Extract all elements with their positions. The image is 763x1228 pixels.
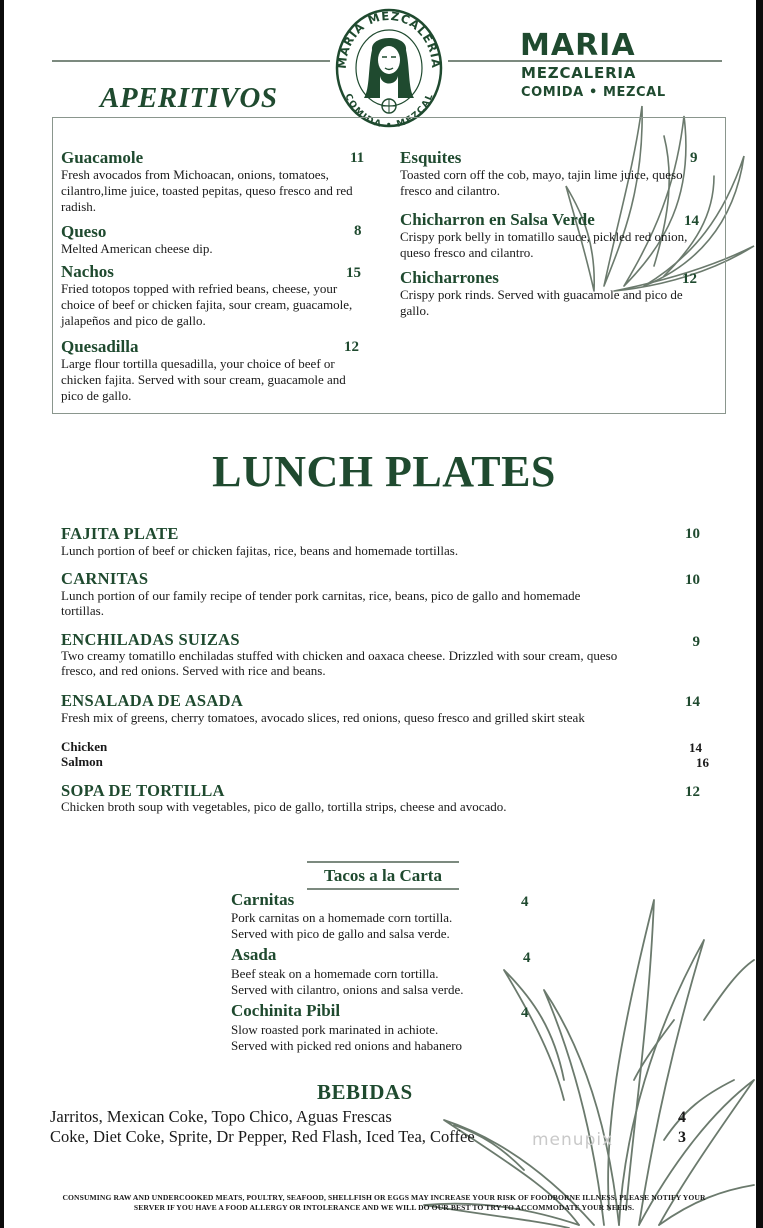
taco-desc-line: Beef steak on a homemade corn tortilla. [231,966,439,981]
aperitivo-name: Chicharron en Salsa Verde [400,210,595,229]
lunch-option-name: Salmon [61,754,103,769]
taco-price: 4 [521,1005,529,1021]
aperitivo-price: 12 [344,339,359,355]
aperitivo-name: Esquites [400,148,462,167]
aperitivo-name: Queso [61,222,107,241]
lunch-item-name: FAJITA PLATE [61,524,179,543]
taco-desc-line: Pork carnitas on a homemade corn tortilla. [231,910,453,925]
aperitivo-desc: Fresh avocados from Michoacan, onions, tomatoes, cilantro,lime juice, toasted pepitas, queso fresco and red radish. [61,167,353,214]
menu-page [4,0,756,1228]
aperitivo-desc: Fried totopos topped with refried beans, cheese, your choice of beef or chicken fajita, sour cream, guacamole, jalapeños and pico de gallo. [61,281,353,328]
aperitivo-price: 11 [350,150,365,166]
aperitivos-title: APERITIVOS [100,82,278,114]
aperitivo-name: Quesadilla [61,337,139,356]
brand-name: MARIA [520,28,636,63]
lunch-item-desc: Fresh mix of greens, cherry tomatoes, avocado slices, red onions, queso fresco and grilled skirt steak [61,710,585,725]
lunch-item-price: 10 [685,526,700,542]
brand-tagline: COMIDA • MEZCAL [521,85,666,100]
bebidas-title: BEBIDAS [317,1080,413,1104]
lunch-item-desc: Two creamy tomatillo enchiladas stuffed with chicken and oaxaca cheese. Drizzled with sour cream, queso fresco, and red onions. Served with rice and beans. [61,648,618,678]
aperitivo-name: Chicharrones [400,268,499,287]
bebida-price: 4 [678,1109,686,1126]
taco-name: Asada [231,945,277,964]
taco-desc-line: Served with cilantro, onions and salsa verde. [231,982,464,997]
aperitivo-price: 9 [690,150,698,166]
aperitivo-price: 15 [346,265,361,281]
aperitivo-desc: Crispy pork rinds. Served with guacamole and pico de gallo. [400,287,683,318]
lunch-item-price: 9 [692,634,700,650]
lunch-item-name: ENCHILADAS SUIZAS [61,630,240,649]
food-safety-disclaimer [34,1193,734,1213]
aperitivo-desc: Crispy pork belly in tomatillo sauce, pickled red onion, queso fresco and cilantro. [400,229,688,260]
lunch-item-price: 10 [685,572,700,588]
bebida-price: 3 [678,1129,686,1146]
aperitivo-desc: Large flour tortilla quesadilla, your choice of beef or chicken fajita. Served with sour cream, guacamole and pico de gallo. [61,356,346,403]
taco-price: 4 [521,894,529,910]
tacos-title: Tacos a la Carta [307,861,459,890]
lunch-option-price: 14 [689,740,702,755]
bebida-line: Jarritos, Mexican Coke, Topo Chico, Aguas Frescas [50,1107,392,1126]
lunch-option-price: 16 [696,755,709,770]
lunch-item-name: ENSALADA DE ASADA [61,691,244,710]
aperitivo-desc: Toasted corn off the cob, mayo, tajin lime juice, queso fresco and cilantro. [400,167,683,198]
header-rule-left [52,60,330,62]
bebida-line: Coke, Diet Coke, Sprite, Dr Pepper, Red Flash, Iced Tea, Coffee [50,1127,475,1146]
brand-subtitle: MEZCALERIA [521,64,637,82]
taco-desc-line: Served with pico de gallo and salsa verde. [231,926,450,941]
agave-bottom-illustration [404,880,756,1228]
aperitivo-price: 12 [682,271,697,287]
taco-price: 4 [523,950,531,966]
lunch-item-desc: Chicken broth soup with vegetables, pico de gallo, tortilla strips, cheese and avocado. [61,799,507,814]
disclaimer-line: SERVER IF YOU HAVE A FOOD ALLERGY OR INTOLERANCE AND WE WILL DO OUR BEST TO TRY TO ACCOMMODATE YOUR NEEDS. [133,1203,635,1212]
lunch-option-name: Chicken [61,739,108,754]
seal-top-text: MARIA MEZCALERIA [334,8,444,70]
disclaimer-line: CONSUMING RAW AND UNDERCOOKED MEATS, POULTRY, SEAFOOD, SHELLFISH OR EGGS MAY INCREASE YOUR RISK OF FOODBORNE ILLNESS. PLEASE NOTIFY YOUR [62,1193,706,1202]
lunch-item-desc: Lunch portion of beef or chicken fajitas, rice, beans and homemade tortillas. [61,543,459,558]
aperitivo-price: 14 [684,213,699,229]
seal-bottom-text: COMIDA • MEZCAL [342,92,436,130]
lunch-item-name: SOPA DE TORTILLA [61,781,225,800]
aperitivo-name: Guacamole [61,148,144,167]
aperitivo-name: Nachos [61,262,114,281]
taco-desc-line: Served with picked red onions and habanero [231,1038,463,1053]
lunch-item-price: 14 [685,694,700,710]
svg-text:MARIA MEZCALERIA [335,9,443,69]
taco-desc-line: Slow roasted pork marinated in achiote. [231,1022,439,1037]
taco-name: Cochinita Pibil [231,1001,341,1020]
lunch-item-price: 12 [685,784,700,800]
taco-name: Carnitas [231,890,295,909]
lunch-item-name: CARNITAS [61,569,149,588]
maria-logo-seal [334,6,444,130]
watermark: menupix [532,1130,614,1150]
aperitivo-price: 8 [354,223,362,239]
lunch-item-desc: Lunch portion of our family recipe of tender pork carnitas, rice, beans, pico de gallo and homemade tortillas. [61,588,581,618]
aperitivo-desc: Melted American cheese dip. [61,241,213,256]
lunch-plates-title: LUNCH PLATES [212,447,556,496]
